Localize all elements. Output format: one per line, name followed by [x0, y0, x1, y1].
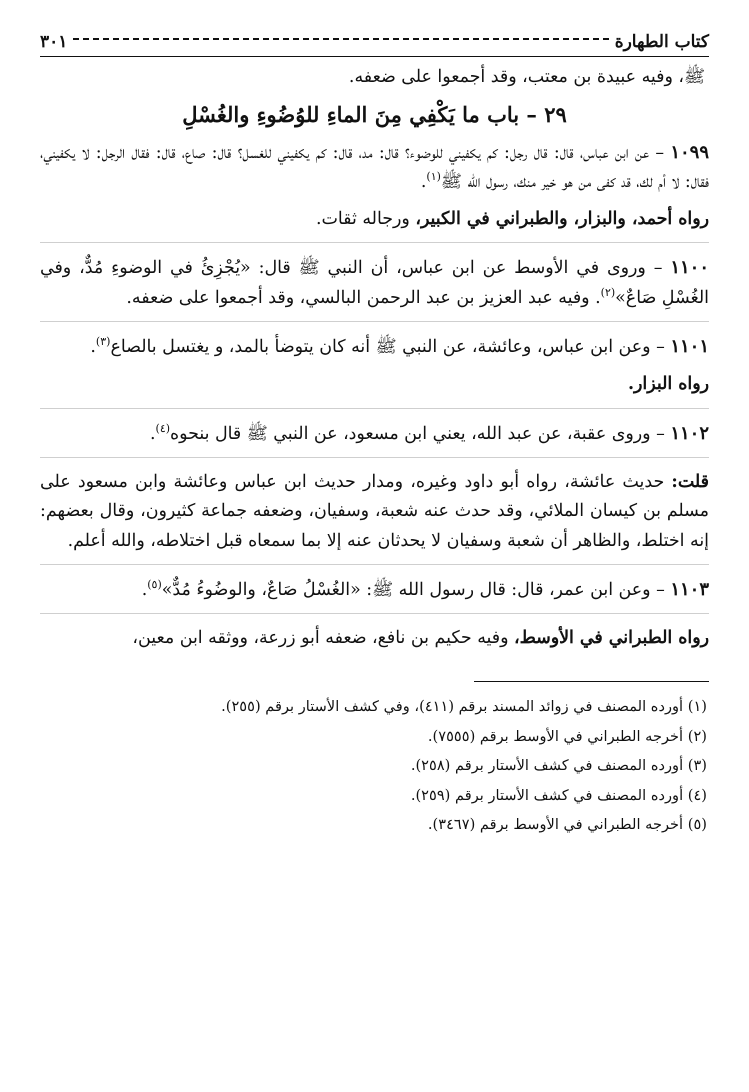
narration-lead: رواه أحمد، والبزار، والطبراني في الكبير،: [415, 209, 709, 230]
footnotes: [40, 692, 709, 840]
footnote-1: (١) أورده المصنف في زوائد المسند برقم (٤١١)، وفي كشف الأستار برقم (٢٥٥).: [221, 698, 707, 716]
narration-rest: وفيه حكيم بن نافع، ضعفه أبو زرعة، ووثقه ابن معين،: [132, 628, 515, 649]
hadith-number: ١٠٩٩: [670, 141, 709, 163]
page-body: [40, 63, 709, 653]
hadith-text: – وعن ابن عباس، وعائشة، عن النبي ﷺ أنه كان يتوضأ بالمد، و يغتسل بالصاع: [110, 337, 665, 358]
hadith-text: – وروى في الأوسط عن ابن عباس، أن النبي ﷺ قال: «يُجْزِئُ في الوضوءِ مُدٌّ، وفي الغُسْلِ صَاعٌ»: [40, 258, 709, 308]
separator-line: [40, 457, 709, 458]
separator-line: [40, 564, 709, 565]
hadith-1100: [40, 253, 709, 313]
hadith-text-end: .: [90, 337, 96, 358]
separator-line: [40, 321, 709, 322]
footnote-3: (٣) أورده المصنف في كشف الأستار برقم (٢٥٨).: [410, 757, 707, 775]
footnote-ref: (١): [426, 170, 441, 184]
hadith-1099: [40, 138, 709, 198]
separator-line: [40, 613, 709, 614]
hadith-1102: [40, 419, 709, 449]
footnote-5: (٥) أخرجه الطبراني في الأوسط برقم (٣٤٦٧).: [427, 816, 707, 834]
book-page: [40, 28, 709, 1068]
separator-line: [40, 242, 709, 243]
commentary: [40, 468, 709, 556]
hadith-text-rest: . وفيه عبد العزيز بن عبد الرحمن البالسي، وقد أجمعوا على ضعفه.: [126, 287, 601, 308]
hadith-text: – وعن ابن عمر، قال: قال رسول الله ﷺ: «الغُسْلُ صَاعٌ، والوضُوءُ مُدٌّ»: [161, 579, 665, 600]
running-header: [40, 28, 709, 57]
hadith-text: – عن ابن عباس، قال: قال رجل: كم يكفيني للوضوء؟ قال: مد، قال: كم يكفيني للغسل؟ قال: صاع، قال: فقال الرجل: لا يكفيني، فقال: لا أم لك، قد كفى من هو خير منك، رسول الله ﷺ: [40, 142, 709, 192]
continuation-line: ﷺ، وفيه عبيدة بن معتب، وقد أجمعوا على ضعفه.: [348, 67, 705, 87]
chapter-title: ٢٩ – باب ما يَكْفِي مِنَ الماءِ للوُضُوءِ والغُسْلِ: [182, 102, 567, 128]
page-number: ٣٠١: [40, 32, 68, 52]
footnote-ref: (٤): [155, 421, 171, 435]
narration-1101: رواه البزار.: [627, 374, 709, 395]
hadith-number: ١١٠١: [670, 336, 709, 358]
narration-1099: [40, 205, 709, 234]
narration-lead: رواه الطبراني في الأوسط،: [514, 628, 709, 649]
narration-rest: ورجاله ثقات.: [315, 209, 416, 230]
hadith-number: ١١٠٠: [670, 257, 709, 279]
hadith-text-end: .: [420, 171, 427, 192]
footnote-ref: (٢): [600, 285, 616, 299]
narration-1103: [40, 624, 709, 653]
separator-line: [40, 408, 709, 409]
header-dash-rule: [73, 38, 608, 40]
footnote-4: (٤) أورده المصنف في كشف الأستار برقم (٢٥٩).: [410, 786, 707, 804]
commentary-text: حديث عائشة، رواه أبو داود وغيره، ومدار حديث ابن عباس وعائشة وابن مسعود على مسلم بن كيسان الملائي، وقد حدث عنه شعبة، وسفيان، وضعفه جماعة كثيرون، وقال بعضهم: إنه اختلط، والظاهر أن شعبة وسفيان لا يحدثان عنه إلا بما سمعاه قبل اختلاطه، والله أعلم.: [40, 471, 709, 551]
hadith-text-end: .: [141, 579, 148, 600]
hadith-text-end: .: [149, 423, 156, 444]
footnote-ref: (٣): [95, 335, 111, 349]
footnote-rule: [474, 681, 709, 682]
footnote-2: (٢) أخرجه الطبراني في الأوسط برقم (٧٥٥٥).: [427, 727, 707, 745]
commentary-label: قلت:: [671, 471, 709, 492]
book-title: كتاب الطهارة: [614, 32, 709, 52]
hadith-1103: [40, 575, 709, 605]
footnote-ref: (٥): [147, 578, 162, 592]
hadith-number: ١١٠٣: [670, 578, 709, 600]
hadith-1101: [40, 332, 709, 362]
hadith-text: – وروى عقبة، عن عبد الله، يعني ابن مسعود، عن النبي ﷺ قال بنحوه: [170, 423, 665, 444]
hadith-number: ١١٠٢: [670, 422, 709, 444]
